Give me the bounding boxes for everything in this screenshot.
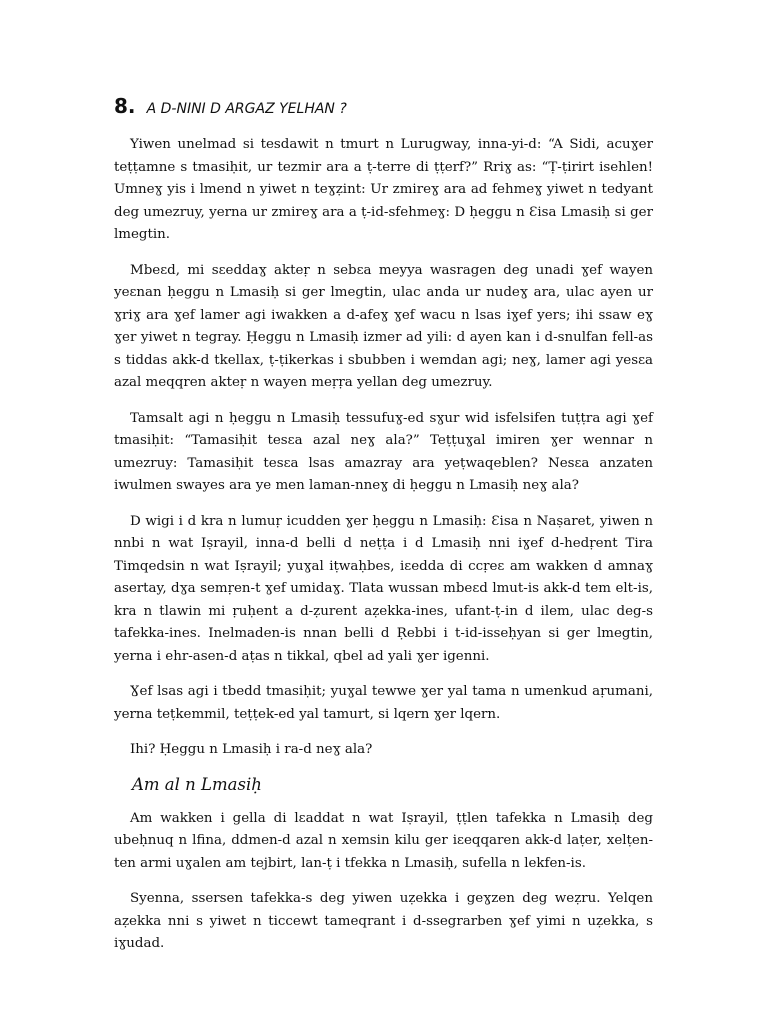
chapter-number: 8. xyxy=(114,94,136,118)
section-subheading: Am al n Lmasiḥ xyxy=(132,774,262,794)
paragraph: Am wakken i gella di lɛaddat n wat Iṣrayil, ṭṭlen tafekka n Lmasiḥ deg ubeḥnuq n lfina, ddmen-d azal n xemsin kilu ger iɛeqqaren akk-d laṭer, xelṭen-ten armi uɣalen am tejbirt, lan-ṭ i tfekka n Lmasiḥ, sufella n lekfen-is. xyxy=(114,810,653,871)
paragraph: Yiwen unelmad si tesdawit n tmurt n Lurugway, inna-yi-d: “A Sidi, acuɣer teṭṭamne s tmasiḥit, ur tezmir ara a ṭ-terre di ṭṭerf?” Rriɣ as: “Ṭ-ṭirirt isehlen! Umneɣ yis i lmend n yiwet n teɣẓint: Ur zmireɣ ara ad fehmeɣ yiwet n tedyant deg umezruy, yerna ur zmireɣ ara a ṭ-id-sfehmeɣ: D ḥeggu n Ɛisa Lmasiḥ si ger lmegtin. xyxy=(114,137,653,242)
paragraph: D wigi i d kra n lumuṛ icudden ɣer ḥeggu n Lmasiḥ: Ɛisa n Naṣaret, yiwen n nnbi n wat Iṣrayil, inna-d belli d neṭṭa i d Lmasiḥ nni iɣef d-hedṛent Tira Timqedsin n wat Iṣrayil; yuɣal iṭwaḥbes, iɛedda di ccṛeɛ am wakken d amnaɣ asertay, dɣa semṛen-t ɣef umidaɣ. Tlata wussan mbeɛd lmut-is akk-d tem elt-is, kra n tlawin mi ṛuḥent a d-ẓurent aẓekka-ines, ufant-ṭ-in d ilem, ulac deg-s tafekka-ines. Inelmaden-is nnan belli d Ṛebbi i t-id-isseḥyan si ger lmegtin, yerna i ehr-asen-d aṭas n tikkal, qbel ad yali ɣer igenni. xyxy=(114,513,653,664)
paragraph: Ihi? Ḥeggu n Lmasiḥ i ra-d neɣ ala? xyxy=(130,742,373,757)
chapter-title: A D-NINI D ARGAZ YELHAN ? xyxy=(146,101,347,117)
document-page xyxy=(114,94,653,969)
paragraph: Mbeɛd, mi sɛeddaɣ akteṛ n sebɛa meyya wasragen deg unadi ɣef wayen yeɛnan ḥeggu n Lmasiḥ si ger lmegtin, ulac anda ur nudeɣ ara, ulac ayen ur ɣriɣ ara ɣef lamer agi iwakken a d-afeɣ ɣef wacu n lsas iɣef yers; ihi ssaw eɣ ɣer yiwet n tegray. Ḥeggu n Lmasiḥ izmer ad yili: d ayen kan i d-snulfan fell-as s tiddas akk-d tkellax, ṭ-ṭikerkas i sbubben i wemdan agi; neɣ, lamer agi yesɛa azal meqqren akteṛ n wayen meṛṛa yellan deg umezruy. xyxy=(114,262,653,390)
paragraph: Syenna, ssersen tafekka-s deg yiwen uẓekka i geɣzen deg weẓru. Yelqen aẓekka nni s yiwet n ticcewt tameqrant i d-ssegrarben ɣef yimi n uẓekka, s iɣudad. xyxy=(114,891,653,951)
paragraph: Tamsalt agi n ḥeggu n Lmasiḥ tessufuɣ-ed sɣur wid isfelsifen tuṭṭra agi ɣef tmasiḥit: “Tamasiḥit tesɛa azal neɣ ala?” Teṭṭuɣal imiren ɣer wennar n umezruy: Tamasiḥit tesɛa lsas amazray ara yeṭwaqeblen? Nesɛa anzaten iwulmen swayes ara ye men laman-nneɣ di ḥeggu n Lmasiḥ neɣ ala? xyxy=(114,410,653,493)
paragraph: Ɣef lsas agi i tbedd tmasiḥit; yuɣal tewwe ɣer yal tama n umenkud aṛumani, yerna teṭkemmil, teṭṭek-ed yal tamurt, si lqern ɣer lqern. xyxy=(114,684,653,722)
chapter-heading xyxy=(114,94,653,120)
